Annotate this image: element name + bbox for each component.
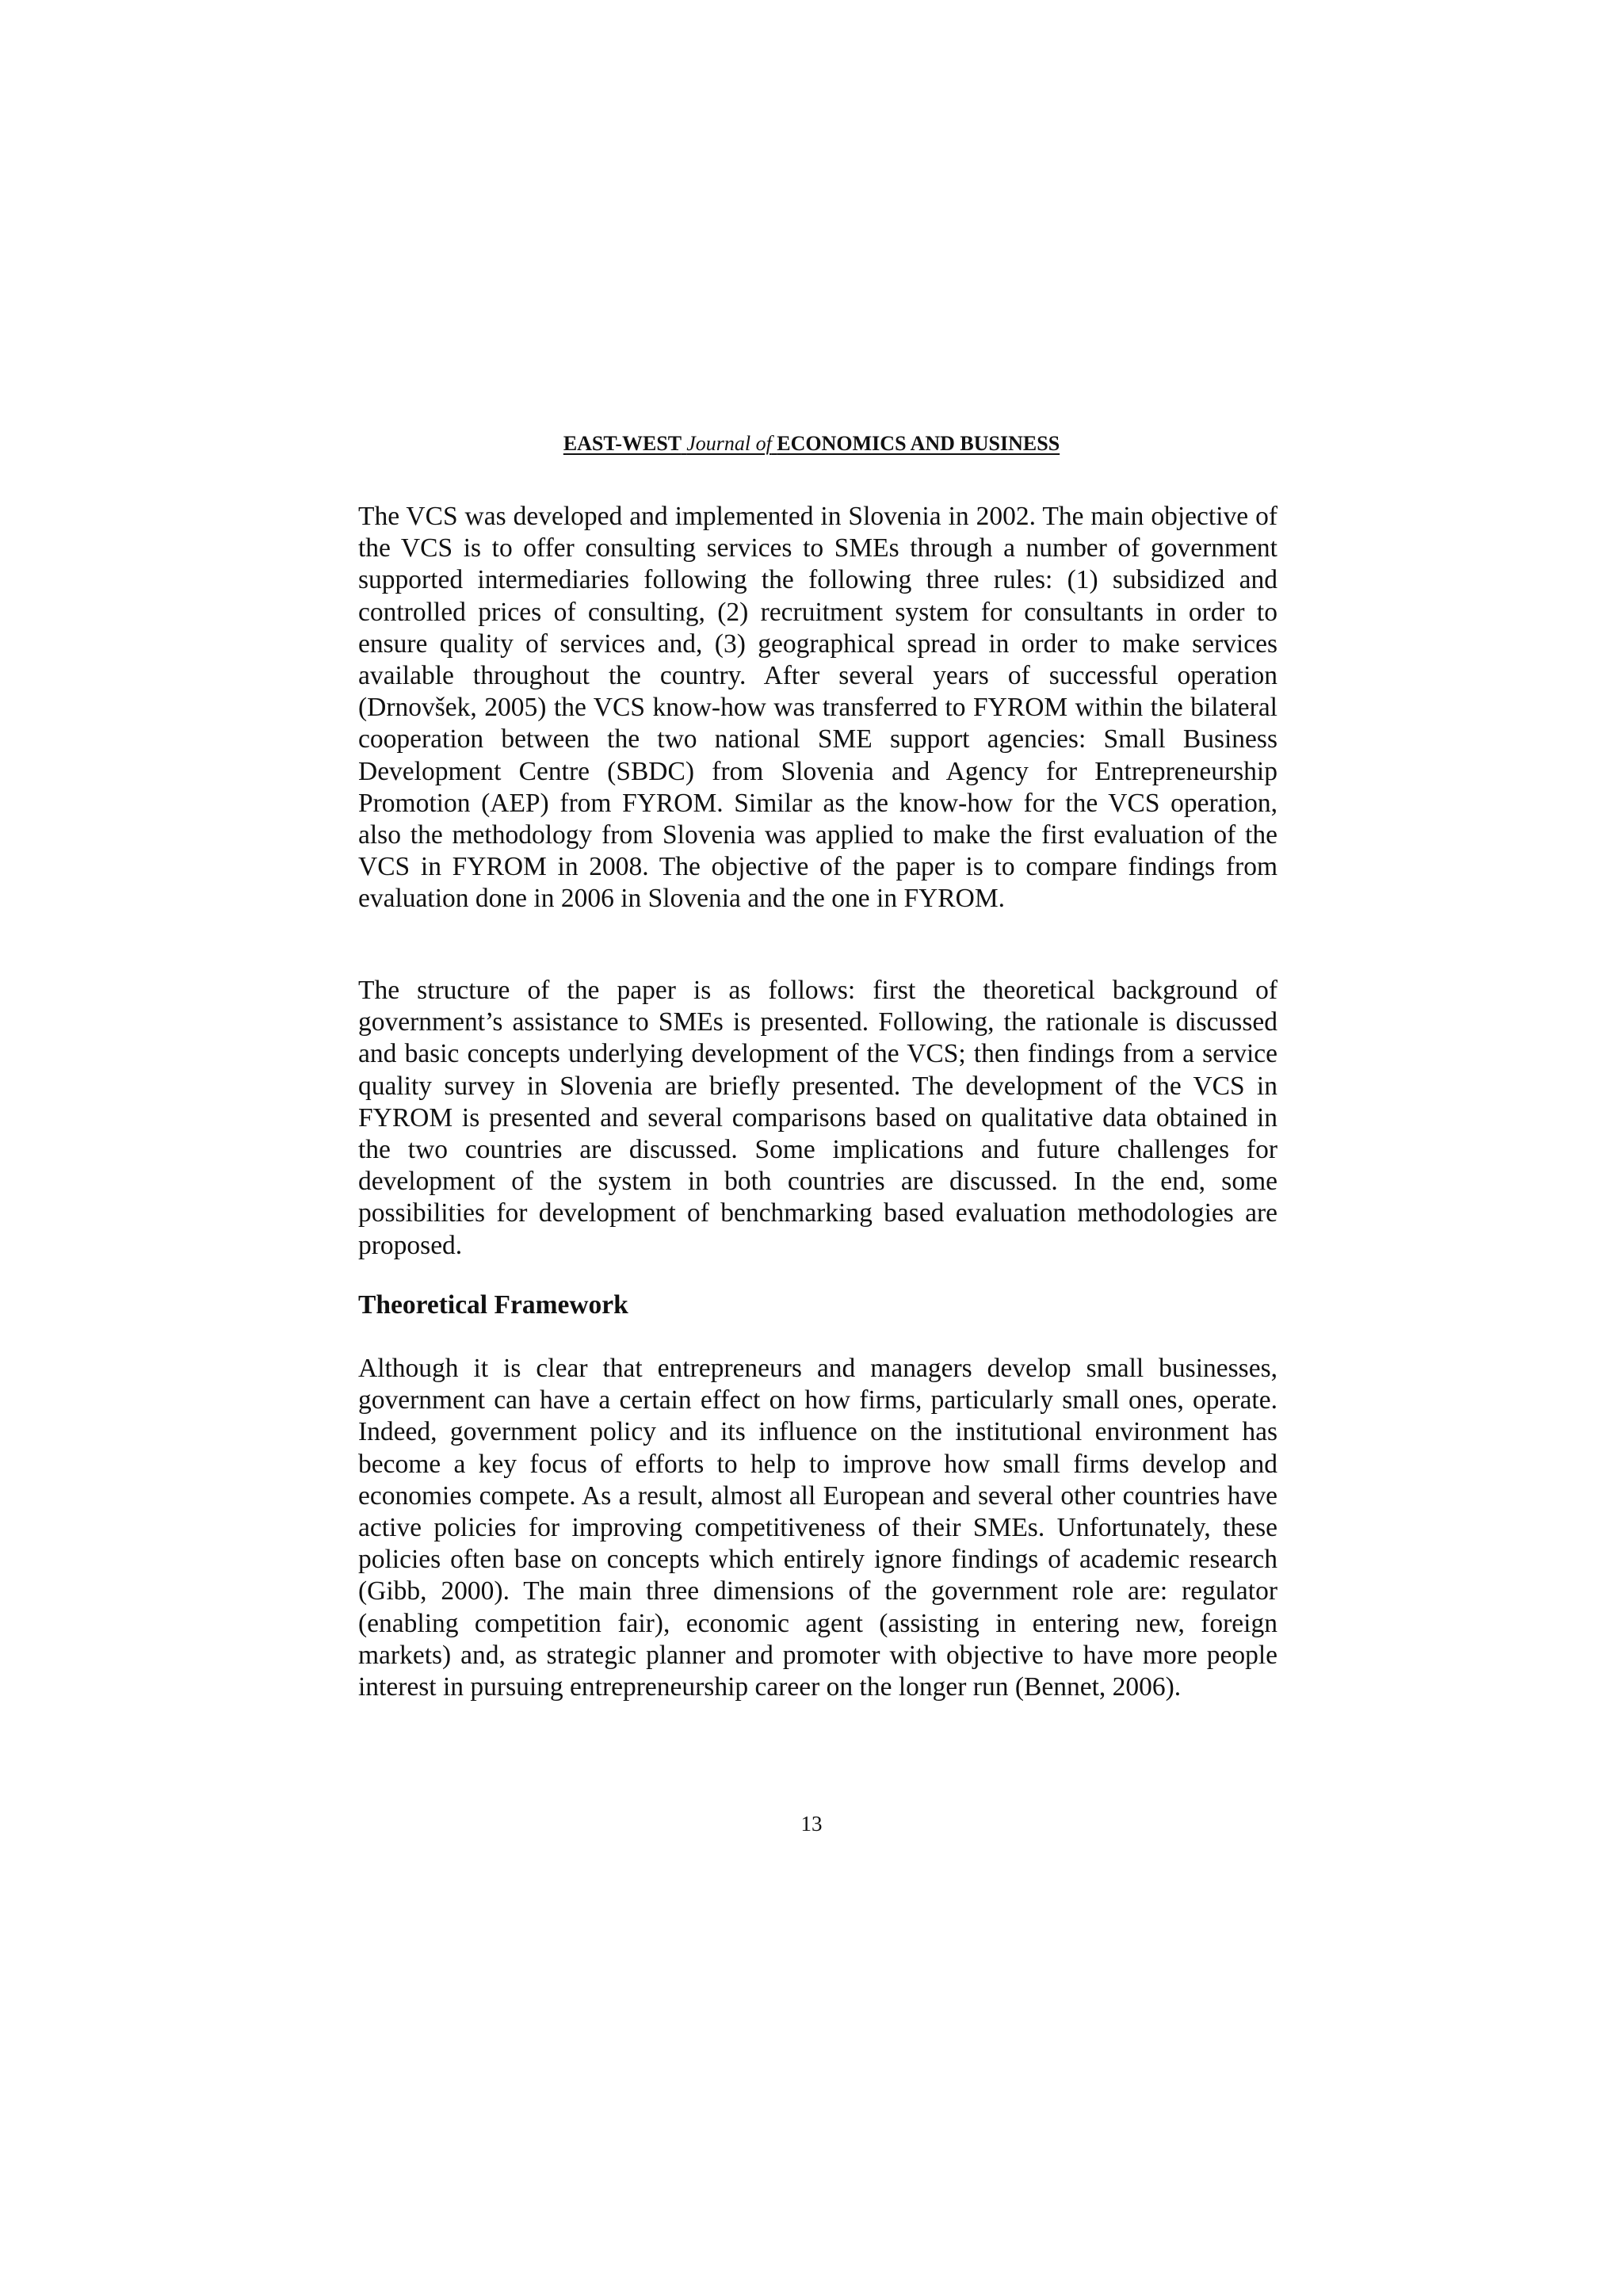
body-paragraph	[358, 1353, 1277, 1703]
journal-title-part1: EAST-WEST	[563, 432, 682, 455]
running-header	[0, 430, 1623, 457]
section-heading: Theoretical Framework	[358, 1290, 628, 1320]
page-number: 13	[800, 1812, 823, 1836]
paragraph-text: The structure of the paper is as follows: first the theoretical background of government’s assistance to SMEs is presented. Following, the rationale is discussed and basic concepts underlying development of the VCS; then findings from a service quality survey in Slovenia are briefly presented. The development of the VCS in FYROM is presented and several comparisons based on qualitative data obtained in the two countries are discussed. Some implications and future challenges for development of the system in both countries are discussed. In the end, some possibilities for development of benchmarking based evaluation methodologies are proposed.	[358, 976, 1277, 1260]
body-paragraph	[358, 975, 1277, 1262]
journal-title-part3: ECONOMICS AND BUSINESS	[777, 432, 1060, 455]
body-paragraph	[358, 501, 1277, 915]
paragraph-text: The VCS was developed and implemented in Slovenia in 2002. The main objective of the VCS is to offer consulting services to SMEs through a number of government supported intermediaries following the following three rules: (1) subsidized and controlled prices of consulting, (2) recruitment system for consultants in order to ensure quality of services and, (3) geographical spread in order to make services available throughout the country. After several years of successful operation (Drnovšek, 2005) the VCS know-how was transferred to FYROM within the bilateral cooperation between the two national SME support agencies: Small Business Development Centre (SBDC) from Slovenia and Agency for Entrepreneurship Promotion (AEP) from FYROM. Similar as the know-how for the VCS operation, also the methodology from Slovenia was applied to make the first evaluation of the VCS in FYROM in 2008. The objective of the paper is to compare findings from evaluation done in 2006 in Slovenia and the one in FYROM.	[358, 502, 1277, 914]
journal-title-part2: Journal of	[686, 432, 772, 455]
journal-title	[563, 432, 1060, 455]
paragraph-text: Although it is clear that entrepreneurs and managers develop small businesses, government can have a certain effect on how firms, particularly small ones, operate. Indeed, government policy and its influence on the institutional environment has become a key focus of efforts to help to improve how small firms develop and economies compete. As a result, almost all European and several other countries have active policies for improving competitiveness of their SMEs. Unfortunately, these policies often base on concepts which entirely ignore findings of academic research (Gibb, 2000). The main three dimensions of the government role are: regulator (enabling competition fair), economic agent (assisting in entering new, foreign markets) and, as strategic planner and promoter with objective to have more people interest in pursuing entrepreneurship career on the longer run (Bennet, 2006).	[358, 1354, 1277, 1702]
